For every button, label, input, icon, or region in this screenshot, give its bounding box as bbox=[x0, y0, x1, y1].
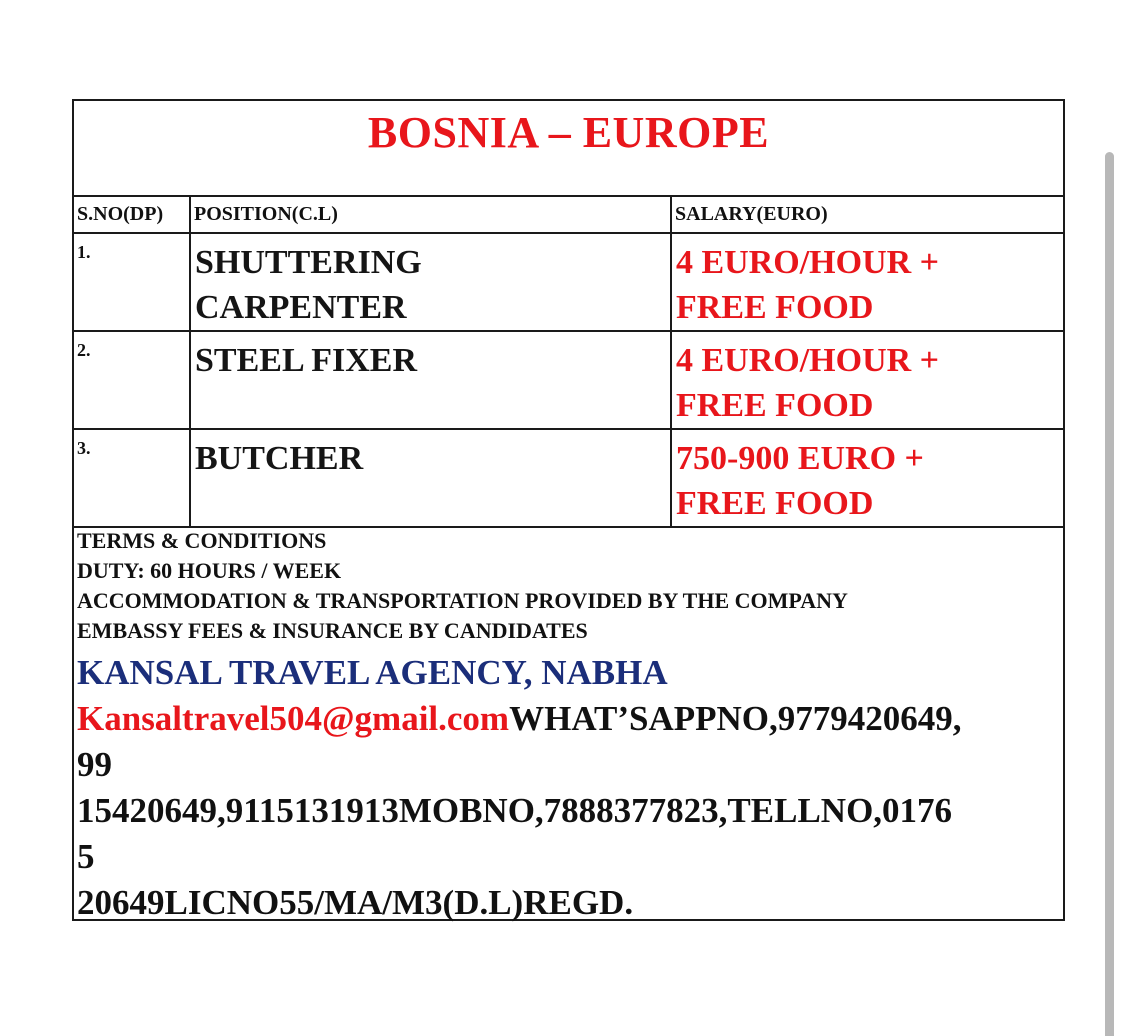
salary-line: 750-900 EURO + bbox=[676, 440, 924, 477]
agency-name: KANSAL TRAVEL AGENCY, NABHA bbox=[77, 653, 668, 692]
row-sno: 1. bbox=[77, 242, 91, 262]
terms-line: EMBASSY FEES & INSURANCE BY CANDIDATES bbox=[77, 618, 588, 643]
title-row bbox=[74, 101, 1063, 197]
salary-line: 4 EURO/HOUR + bbox=[676, 244, 940, 281]
row-position bbox=[191, 430, 670, 481]
job-notice-document bbox=[72, 99, 1065, 921]
table-header-row bbox=[74, 197, 1063, 233]
row-salary bbox=[672, 430, 1063, 526]
row-salary bbox=[672, 332, 1063, 428]
salary-line: 4 EURO/HOUR + bbox=[676, 342, 940, 379]
jobs-table bbox=[74, 197, 1063, 528]
scrollbar[interactable] bbox=[1105, 152, 1114, 1036]
row-sno: 2. bbox=[77, 340, 91, 360]
salary-line: FREE FOOD bbox=[676, 289, 874, 326]
contact-line bbox=[77, 696, 1063, 742]
row-position bbox=[191, 332, 670, 383]
terms-section bbox=[74, 526, 1063, 926]
contact-line: 99 bbox=[77, 745, 112, 784]
row-salary bbox=[672, 234, 1063, 330]
contact-line: 15420649,9115131913MOBNO,7888377823,TELLNO,0176 bbox=[77, 791, 953, 830]
license-line: 20649LICNO55/MA/M3(D.L)REGD. bbox=[77, 883, 634, 922]
notice-title: BOSNIA – EUROPE bbox=[367, 108, 770, 157]
whatsapp-text: WHAT’SAPPNO,9779420649, bbox=[509, 699, 962, 738]
salary-line: FREE FOOD bbox=[676, 387, 874, 424]
contact-line: 5 bbox=[77, 837, 95, 876]
row-position bbox=[191, 234, 670, 330]
terms-line: DUTY: 60 HOURS / WEEK bbox=[77, 558, 342, 583]
salary-line: FREE FOOD bbox=[676, 485, 874, 522]
header-position: POSITION(C.L) bbox=[190, 197, 671, 233]
table-row bbox=[74, 331, 1063, 429]
table-row bbox=[74, 429, 1063, 527]
header-sno: S.NO(DP) bbox=[74, 197, 190, 233]
row-sno: 3. bbox=[77, 438, 91, 458]
position-line: SHUTTERING bbox=[195, 244, 422, 281]
terms-line: ACCOMMODATION & TRANSPORTATION PROVIDED BY THE COMPANY bbox=[77, 588, 848, 613]
position-line: CARPENTER bbox=[195, 289, 407, 326]
header-salary: SALARY(EURO) bbox=[671, 197, 1063, 233]
terms-heading: TERMS & CONDITIONS bbox=[77, 528, 327, 553]
table-row bbox=[74, 233, 1063, 331]
position-line: BUTCHER bbox=[195, 440, 364, 477]
position-line: STEEL FIXER bbox=[195, 342, 418, 379]
email-link[interactable]: Kansaltravel504@gmail.com bbox=[77, 699, 510, 738]
